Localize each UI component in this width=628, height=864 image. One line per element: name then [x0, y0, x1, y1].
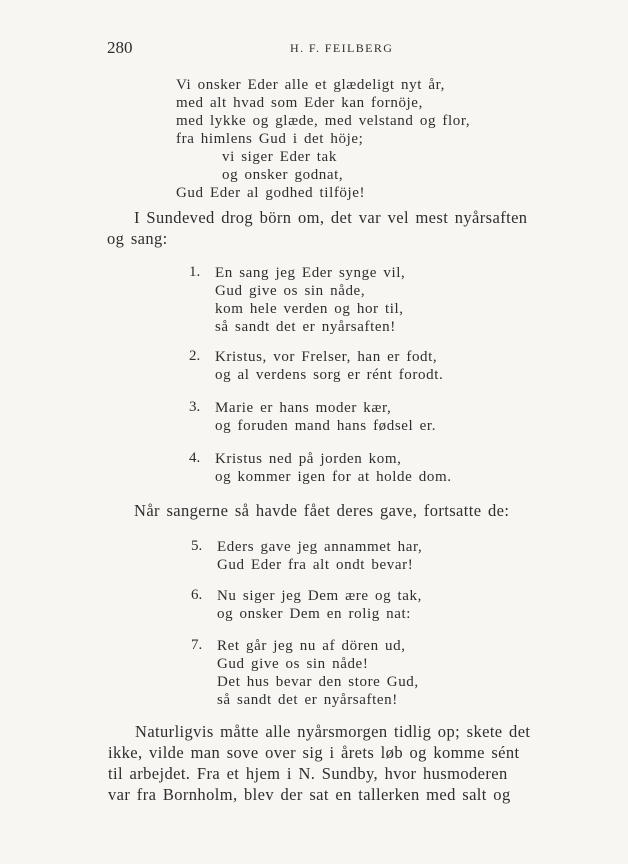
stanza-line: og foruden mand hans fødsel er. [215, 418, 437, 434]
paragraph-line: og sang: [107, 229, 168, 248]
verse-line: Gud Eder al godhed tilföje! [176, 185, 366, 201]
stanza-line: Gud give os sin nåde! [217, 656, 369, 672]
verse-line: Vi onsker Eder alle et glædeligt nyt år, [176, 77, 445, 93]
stanza-line: og onsker Dem en rolig nat: [217, 606, 412, 622]
stanza-line: og al verdens sorg er rént forodt. [215, 367, 444, 383]
verse-line: vi siger Eder tak [222, 149, 337, 165]
stanza-line: så sandt det er nyårsaften! [217, 692, 398, 708]
running-head: H. F. FEILBERG [290, 41, 394, 55]
verse-line: med alt hvad som Eder kan fornöje, [176, 95, 423, 111]
stanza-line: Det hus bevar den store Gud, [217, 674, 419, 690]
paragraph-naturligvis [108, 721, 530, 805]
stanza-line: Gud give os sin nåde, [215, 283, 366, 299]
stanza-number: 7. [191, 637, 203, 653]
stanza-line: Kristus ned på jorden kom, [215, 451, 402, 467]
stanza-line: så sandt det er nyårsaften! [215, 319, 396, 335]
page-number: 280 [107, 38, 133, 57]
stanza-number: 2. [189, 348, 201, 364]
paragraph-line: Når sangerne så havde fået deres gave, fortsatte de: [134, 501, 510, 520]
stanza-line: kom hele verden og hor til, [215, 301, 404, 317]
paragraph-line: til arbejdet. Fra et hjem i N. Sundby, hvor husmoderen [108, 764, 508, 783]
stanza-number: 4. [189, 450, 201, 466]
verse-line: og onsker godnat, [222, 167, 344, 183]
stanza-line: Nu siger jeg Dem ære og tak, [217, 588, 423, 604]
stanza-line: Kristus, vor Frelser, han er fodt, [215, 349, 438, 365]
stanza-number: 3. [189, 399, 201, 415]
stanza-number: 5. [191, 538, 203, 554]
paragraph-sundeved [107, 207, 527, 249]
stanza-line: Gud Eder fra alt ondt bevar! [217, 557, 414, 573]
stanza-number: 6. [191, 587, 203, 603]
stanza-line: En sang jeg Eder synge vil, [215, 265, 406, 281]
verse-line: med lykke og glæde, med velstand og flor, [176, 113, 471, 129]
stanza-line: Marie er hans moder kær, [215, 400, 392, 416]
stanza-number: 1. [189, 264, 201, 280]
verse-line: fra himlens Gud i det höje; [176, 131, 364, 147]
paragraph-line: var fra Bornholm, blev der sat en tallerken med salt og [108, 785, 511, 804]
stanza-line: og kommer igen for at holde dom. [215, 469, 452, 485]
paragraph-line: Naturligvis måtte alle nyårsmorgen tidlig op; skete det [135, 722, 531, 741]
paragraph-line: ikke, vilde man sove over sig i årets løb og komme sént [108, 743, 520, 762]
paragraph-sangerne [134, 500, 509, 521]
stanza-line: Ret går jeg nu af dören ud, [217, 638, 406, 654]
stanza-line: Eders gave jeg annammet har, [217, 539, 423, 555]
paragraph-line: I Sundeved drog börn om, det var vel mest nyårsaften [134, 208, 528, 227]
opening-verse [176, 76, 470, 202]
